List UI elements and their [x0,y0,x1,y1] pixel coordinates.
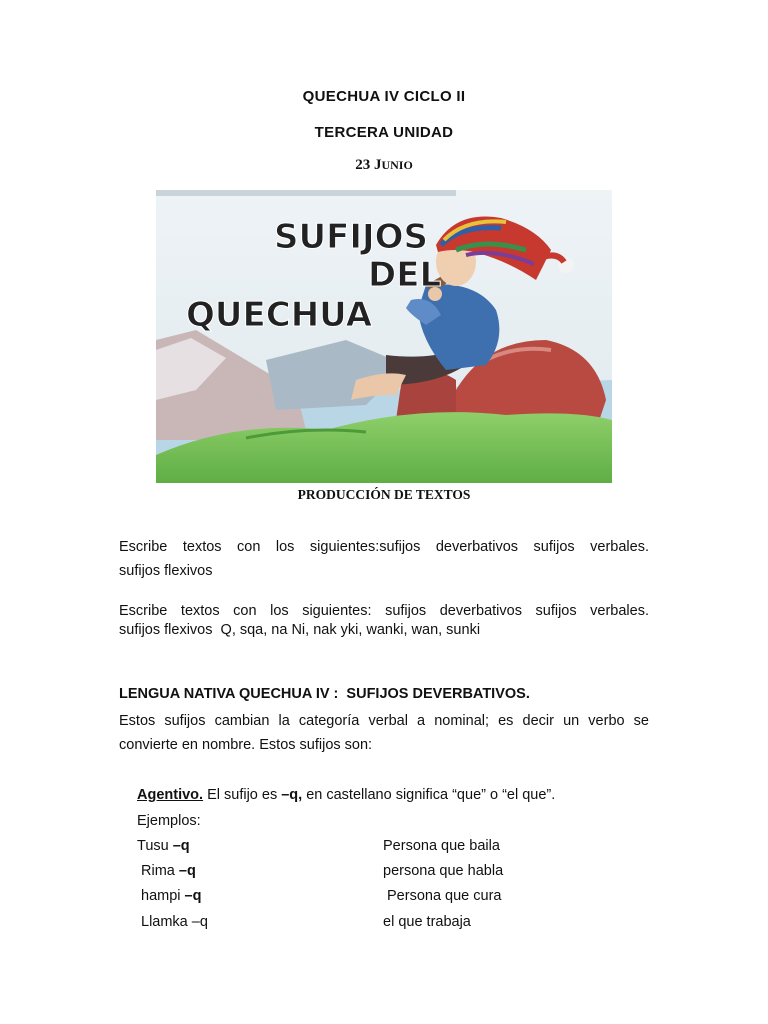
example-suffix: –q [178,863,196,879]
agentivo-suffix: –q, [281,787,303,803]
example-meaning: Persona que baila [383,838,500,854]
agentivo-text1: El sufijo es [203,787,282,803]
illustration-title-line1: SUFIJOS [274,217,429,257]
illustration-title-line3: QUECHUA [186,295,373,335]
unit-subtitle: TERCERA UNIDAD [314,124,454,141]
example-suffix: –q [184,888,202,904]
paragraph-2 [119,602,649,640]
example-root [141,888,201,904]
example-meaning: el que trabaja [383,914,471,930]
illustration-sufijos-quechua [156,190,612,483]
paragraph-1 [119,535,649,583]
example-root [137,838,190,854]
document-title: QUECHUA IV CICLO II [302,88,466,105]
examples-label: Ejemplos: [137,813,201,829]
date-month-rest: UNIO [381,158,413,172]
date-line [0,157,768,174]
example-root-text: Tusu [137,838,173,854]
example-meaning: Persona que cura [387,888,502,904]
illustration-drawing [156,190,612,483]
example-root-text: Llamka –q [141,914,208,930]
example-root-text: hampi [141,888,185,904]
lengua-heading: LENGUA NATIVA QUECHUA IV : SUFIJOS DEVERBATIVOS. [119,686,530,702]
paragraph-2-line1: Escribe textos con los siguientes: sufijos deverbativos sufijos verbales. [119,603,649,619]
lengua-line1: Estos sufijos cambian la categoría verbal a nominal; es decir un verbo se [119,713,649,729]
agentivo-term: Agentivo. [137,787,204,803]
illustration-title-line2: DEL [368,255,442,295]
paragraph-2-line2: sufijos flexivos Q, sqa, na Ni, nak yki, wanki, wan, sunki [119,622,481,638]
lengua-paragraph [119,709,649,757]
example-root [141,914,208,930]
example-meaning: persona que habla [383,863,504,879]
example-root [141,863,196,879]
example-root-text: Rima [141,863,179,879]
paragraph-1-line1: Escribe textos con los siguientes:sufijos deverbativos sufijos verbales. [119,539,649,555]
example-suffix: –q [172,838,190,854]
agentivo-definition [137,787,555,803]
paragraph-1-line2: sufijos flexivos [119,563,213,579]
date-day: 23 J [355,157,382,173]
agentivo-text2: en castellano significa “que” o “el que”. [302,787,556,803]
lengua-line2: convierte en nombre. Estos sufijos son: [119,737,373,753]
section-heading: PRODUCCIÓN DE TEXTOS [297,487,471,502]
